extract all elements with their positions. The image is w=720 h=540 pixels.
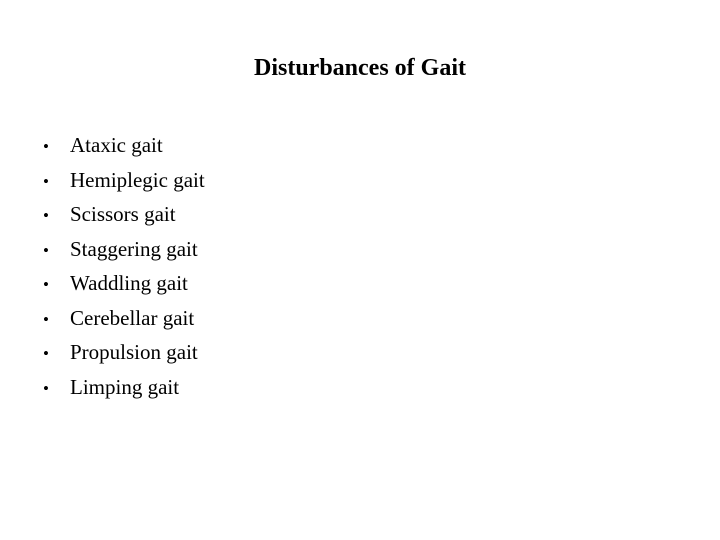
list-item-label: Hemiplegic gait bbox=[70, 167, 205, 192]
list-item-label: Scissors gait bbox=[70, 202, 176, 226]
bullet-icon: • bbox=[43, 309, 49, 329]
bullet-icon: • bbox=[43, 344, 49, 363]
list-item bbox=[43, 266, 205, 301]
list-item bbox=[43, 335, 205, 370]
list-item-label: Staggering gait bbox=[70, 236, 198, 261]
list-item-label: Limping gait bbox=[70, 374, 180, 399]
list-item bbox=[43, 163, 205, 198]
list-item bbox=[43, 301, 205, 336]
bullet-icon: • bbox=[43, 171, 49, 191]
list-item bbox=[43, 197, 205, 232]
bullet-icon: • bbox=[43, 206, 49, 225]
slide-title: Disturbances of Gait bbox=[254, 55, 466, 81]
title-container bbox=[0, 52, 720, 84]
list-item-label: Cerebellar gait bbox=[70, 305, 195, 330]
bullet-icon: • bbox=[43, 275, 49, 294]
list-item bbox=[43, 232, 205, 267]
list-item-label: Propulsion gait bbox=[70, 340, 198, 364]
bullet-icon: • bbox=[43, 240, 49, 260]
bullet-icon: • bbox=[43, 137, 49, 156]
bullet-icon: • bbox=[43, 378, 49, 398]
list-item bbox=[43, 128, 205, 163]
list-item-label: Ataxic gait bbox=[70, 133, 163, 157]
list-item bbox=[43, 370, 205, 405]
list-item-label: Waddling gait bbox=[70, 271, 188, 295]
bullet-list bbox=[43, 128, 205, 404]
